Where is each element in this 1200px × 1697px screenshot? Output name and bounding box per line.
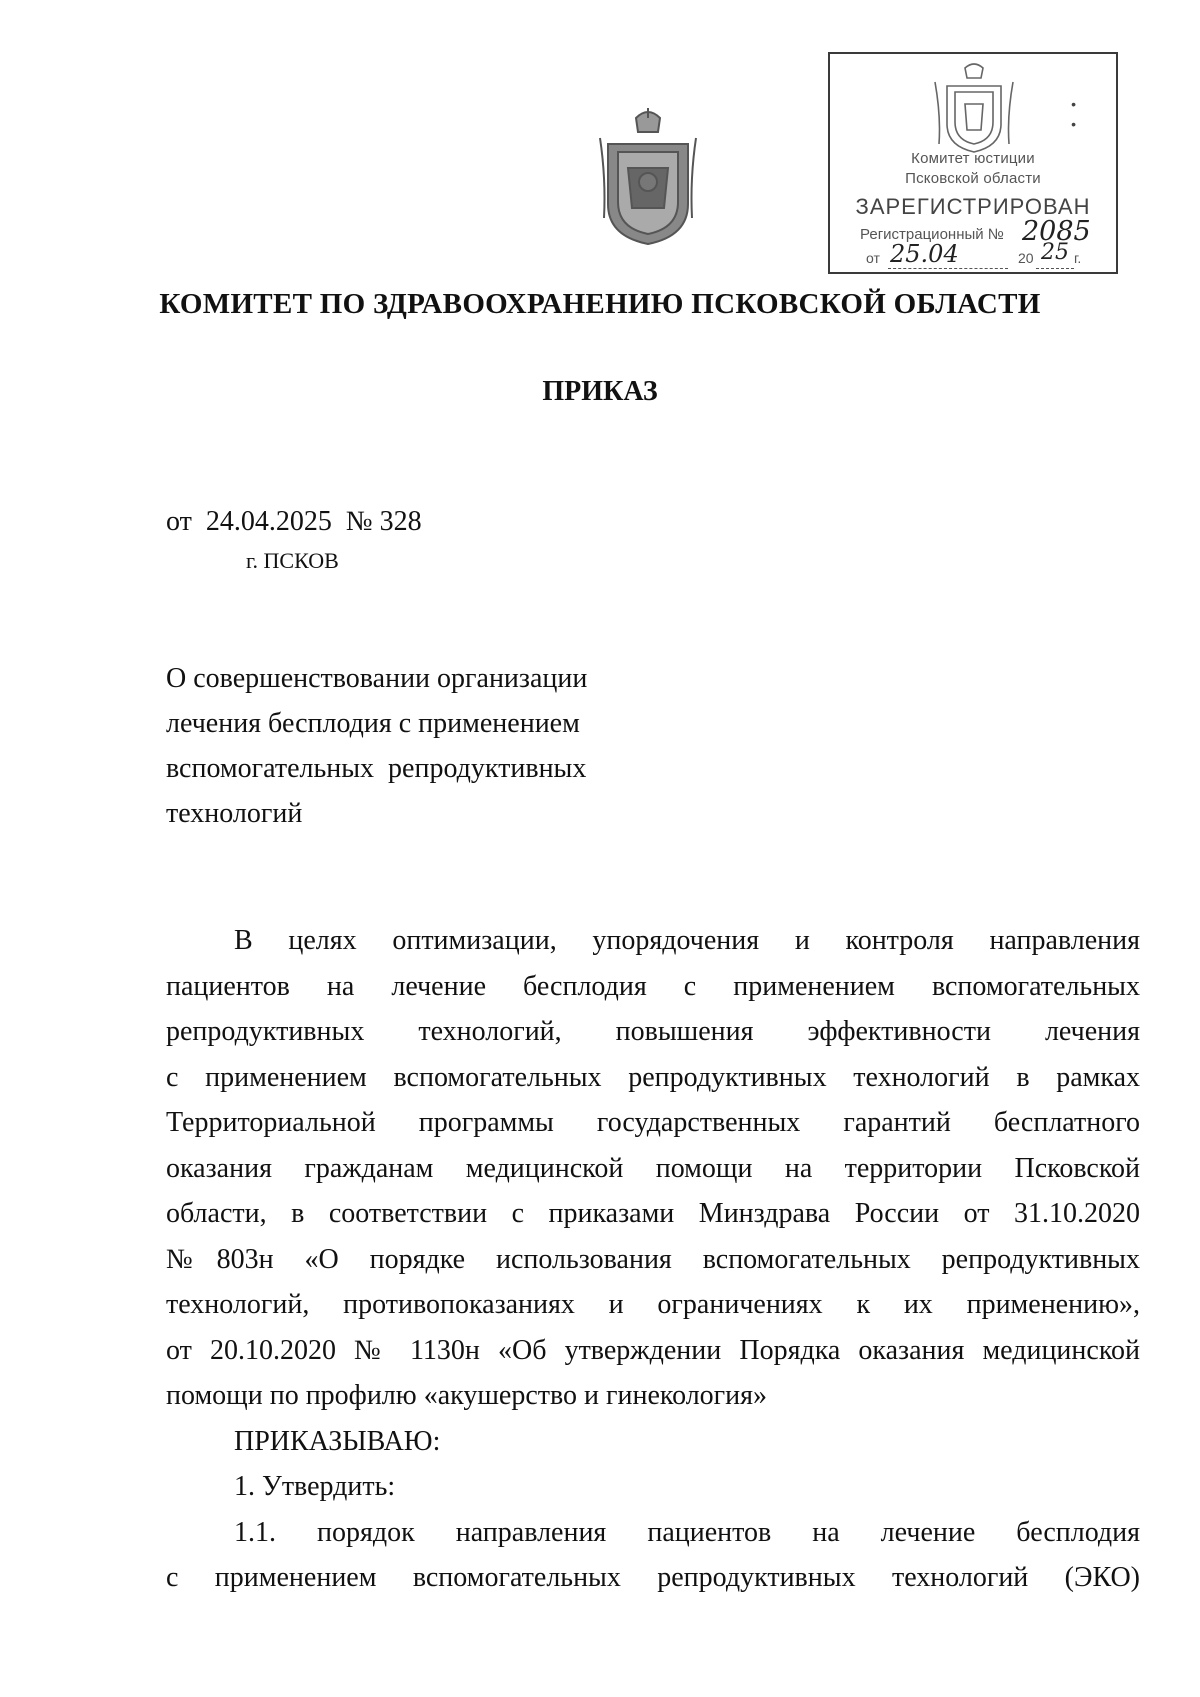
stamp-marks: • • — [1071, 96, 1076, 132]
preamble-line: №803н «О порядке использования вспомогательных репродуктивных — [166, 1243, 1140, 1275]
preamble-line: от 20.10.2020 № 1130н «Об утверждении Порядка оказания медицинской — [166, 1334, 1140, 1366]
date-and-number: от 24.04.2025 № 328 — [166, 506, 422, 537]
coat-of-arms-emblem — [598, 108, 698, 248]
stamp-emblem-icon — [929, 60, 1019, 156]
preamble-line: В целях оптимизации, упорядочения и контроля направления — [234, 925, 1140, 956]
subject-line: вспомогательных репродуктивных — [166, 753, 587, 784]
item-1: 1. Утвердить: — [234, 1471, 396, 1502]
stamp-date-handwritten: 25.04 — [890, 240, 959, 268]
committee-title: КОМИТЕТ ПО ЗДРАВООХРАНЕНИЮ ПСКОВСКОЙ ОБЛАСТИ — [159, 288, 1041, 320]
stamp-year-suffix: г. — [1074, 250, 1082, 266]
preamble-line: пациентов на лечение бесплодия с применением вспомогательных — [166, 970, 1140, 1002]
stamp-status: ЗАРЕГИСТРИРОВАН — [855, 194, 1091, 219]
preamble-line: области, в соответствии с приказами Минздрава России от 31.10.2020 — [166, 1198, 1140, 1229]
stamp-org-line2: Псковской области — [905, 170, 1041, 187]
document-type: ПРИКАЗ — [542, 376, 658, 407]
preamble-line: репродуктивных технологий, повышения эффективности лечения — [166, 1016, 1140, 1047]
item-1-1-line: 1.1. порядок направления пациентов на лечение бесплодия — [234, 1516, 1140, 1548]
stamp-date-prefix: от — [866, 250, 880, 266]
stamp-year-printed: 20 — [1018, 250, 1034, 266]
subject-line: технологий — [166, 798, 303, 829]
order-word: ПРИКАЗЫВАЮ: — [234, 1425, 441, 1457]
stamp-year-underline — [1036, 268, 1074, 269]
preamble-line: с применением вспомогательных репродуктивных технологий в рамках — [166, 1061, 1140, 1093]
stamp-year-handwritten: 25 — [1041, 240, 1069, 265]
preamble-line: оказания гражданам медицинской помощи на территории Псковской — [166, 1152, 1140, 1184]
stamp-reg-label: Регистрационный № — [860, 226, 1004, 243]
order-subject — [166, 656, 686, 836]
city: г. ПСКОВ — [246, 548, 339, 573]
item-1-1-line: с применением вспомогательных репродуктивных технологий (ЭКО) — [166, 1562, 1140, 1593]
preamble-line: помощи по профилю «акушерство и гинекология» — [166, 1380, 768, 1411]
subject-line: О совершенствовании организации — [166, 663, 588, 694]
subject-line: лечения бесплодия с применением — [166, 708, 580, 739]
preamble-line: Территориальной программы государственных гарантий бесплатного — [166, 1107, 1140, 1138]
order-body — [166, 918, 1140, 1601]
preamble-line: технологий, противопоказаниях и ограничениях к их применению», — [166, 1289, 1140, 1320]
registration-stamp — [828, 52, 1118, 274]
stamp-org-line1: Комитет юстиции — [911, 150, 1035, 167]
stamp-reg-number: 2085 — [1022, 216, 1091, 247]
stamp-date-underline — [888, 268, 1008, 269]
